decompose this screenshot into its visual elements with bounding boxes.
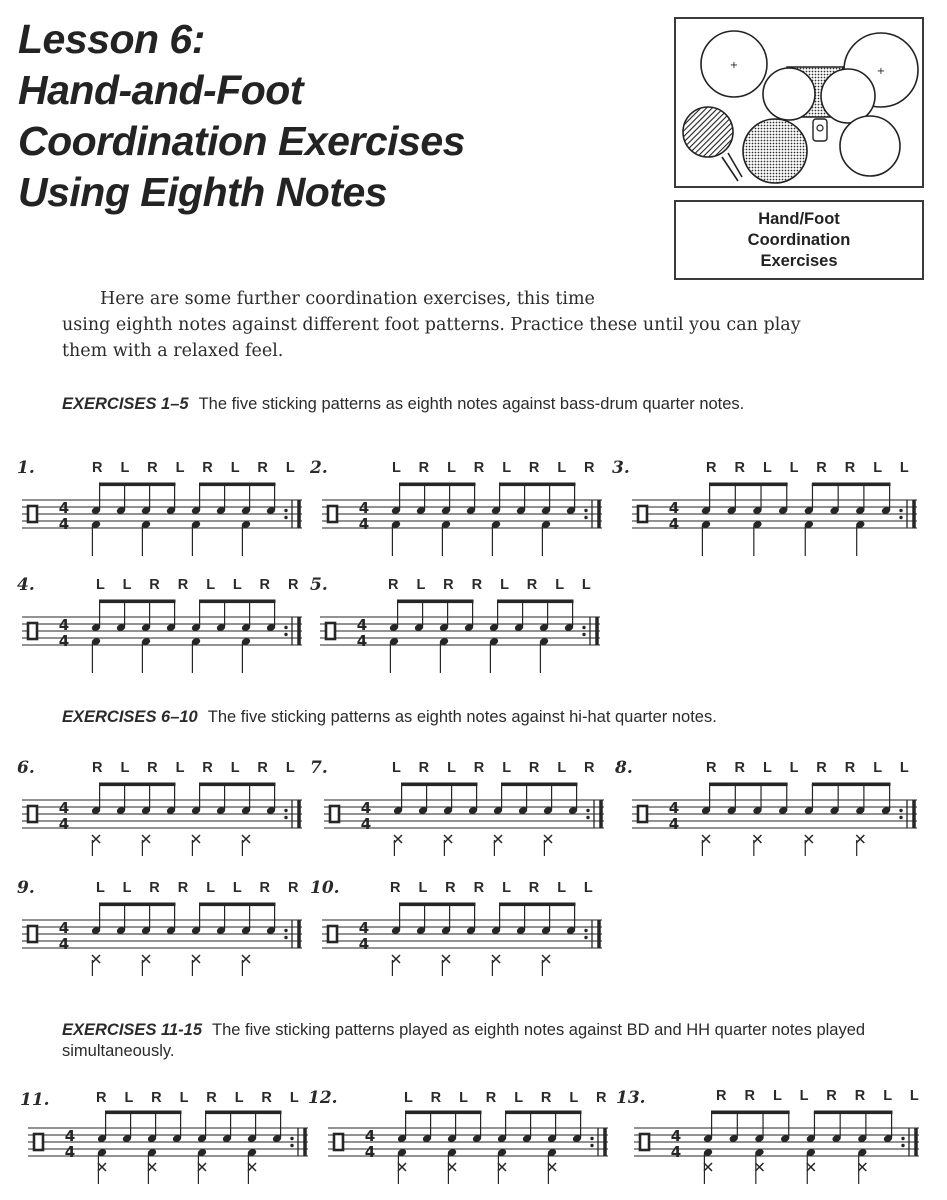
svg-text:+: + [729, 60, 739, 71]
section-text: The five sticking patterns as eighth notes against bass-drum quarter notes. [198, 395, 745, 413]
hand-foot-label-box [674, 200, 924, 280]
exercise-staff [20, 898, 305, 988]
exercise-number: 10. [310, 878, 340, 898]
beam [99, 783, 176, 787]
repeat-dot [584, 516, 587, 519]
exercise-staff [20, 478, 305, 568]
exercise-number: 4. [17, 575, 35, 595]
time-signature-bottom: 4 [356, 632, 368, 650]
time-signature-bottom: 4 [668, 515, 680, 533]
sticking-pattern: R R L L R R L L [706, 460, 916, 476]
percussion-clef [328, 506, 337, 522]
time-signature-bottom: 4 [358, 935, 370, 953]
exercise-staff [20, 778, 305, 868]
title-line: Coordination Exercises [18, 118, 465, 164]
exercise-number: 6. [17, 758, 35, 778]
exercise-staff [320, 898, 605, 988]
section-heading-11-15 [62, 1020, 902, 1062]
exercise-number: 9. [17, 878, 35, 898]
time-signature-bottom: 4 [364, 1143, 376, 1161]
beam [501, 783, 578, 787]
title-line: Using Eighth Notes [18, 169, 388, 215]
time-signature-top: 4 [356, 616, 368, 634]
percussion-clef [34, 1134, 43, 1150]
beam [199, 903, 276, 907]
time-signature-bottom: 4 [58, 935, 70, 953]
time-signature-top: 4 [58, 616, 70, 634]
exercise-number: 8. [615, 758, 633, 778]
sticking-pattern: R L R L R L R L [92, 460, 302, 476]
repeat-dot [899, 809, 902, 812]
time-signature-top: 4 [58, 919, 70, 937]
intro-line: them with a relaxed feel. [62, 341, 284, 361]
repeat-dot [901, 1144, 904, 1147]
time-signature-bottom: 4 [58, 515, 70, 533]
repeat-dot [284, 936, 287, 939]
sticking-pattern: R L R R L R L L [388, 577, 598, 593]
sticking-pattern: L R L R L R L R [392, 760, 602, 776]
percussion-clef [326, 623, 335, 639]
drum-kit-diagram [674, 17, 924, 188]
percussion-clef [334, 1134, 343, 1150]
repeat-dot [284, 509, 287, 512]
exercise-staff [20, 595, 305, 685]
beam [812, 483, 891, 487]
percussion-clef [638, 506, 647, 522]
time-signature-top: 4 [668, 799, 680, 817]
time-signature-top: 4 [64, 1127, 76, 1145]
exercise-staff [26, 1106, 311, 1196]
repeat-dot [584, 509, 587, 512]
time-signature-top: 4 [358, 919, 370, 937]
beam [405, 1111, 482, 1115]
sticking-pattern: R L R R L R L L [390, 880, 600, 896]
beam [199, 600, 276, 604]
exercise-number: 7. [310, 758, 328, 778]
exercise-number: 11. [20, 1090, 50, 1110]
time-signature-top: 4 [364, 1127, 376, 1145]
sticking-pattern: R R L L R R L L [706, 760, 916, 776]
repeat-dot [284, 516, 287, 519]
repeat-dot [586, 809, 589, 812]
beam [99, 483, 176, 487]
beam [709, 483, 788, 487]
time-signature-bottom: 4 [670, 1143, 682, 1161]
title-line: Hand-and-Foot [18, 67, 303, 113]
exercise-number: 1. [17, 458, 35, 478]
repeat-dot [284, 633, 287, 636]
repeat-dot [584, 936, 587, 939]
beam [399, 903, 476, 907]
repeat-dot [899, 509, 902, 512]
exercise-number: 3. [612, 458, 630, 478]
repeat-dot [901, 1137, 904, 1140]
beam [499, 903, 576, 907]
section-heading-6-10 [62, 707, 922, 728]
time-signature-bottom: 4 [58, 632, 70, 650]
repeat-dot [586, 816, 589, 819]
beam [497, 600, 574, 604]
exercise-number: 5. [310, 575, 328, 595]
percussion-clef [28, 623, 37, 639]
time-signature-top: 4 [670, 1127, 682, 1145]
repeat-dot [284, 929, 287, 932]
sticking-pattern: L R L R L R L R [404, 1090, 614, 1106]
percussion-clef [638, 806, 647, 822]
intro-line: using eighth notes against different foot patterns. Practice these until you can play [62, 315, 801, 335]
section-label: EXERCISES 11-15 [62, 1021, 203, 1039]
time-signature-bottom: 4 [360, 815, 372, 833]
section-label: EXERCISES 6–10 [62, 708, 198, 726]
beam [814, 1111, 893, 1115]
exercise-staff [630, 478, 920, 568]
time-signature-bottom: 4 [58, 815, 70, 833]
time-signature-bottom: 4 [64, 1143, 76, 1161]
intro-paragraph [62, 286, 902, 364]
repeat-dot [899, 516, 902, 519]
exercise-staff [318, 595, 603, 685]
percussion-clef [28, 806, 37, 822]
beam [99, 903, 176, 907]
beam [505, 1111, 582, 1115]
sticking-pattern: L L R R L L R R [96, 577, 306, 593]
time-signature-top: 4 [668, 499, 680, 517]
beam [397, 600, 474, 604]
sticking-pattern: L R L R L R L R [392, 460, 602, 476]
percussion-clef [28, 506, 37, 522]
beam [812, 783, 891, 787]
sticking-pattern: R L R L R L R L [96, 1090, 306, 1106]
sticking-pattern: L L R R L L R R [96, 880, 306, 896]
drum-kit-icon [676, 19, 922, 186]
intro-line: Here are some further coordination exercises, this time [100, 289, 595, 309]
repeat-dot [590, 1144, 593, 1147]
time-signature-top: 4 [358, 499, 370, 517]
repeat-dot [584, 929, 587, 932]
percussion-clef [28, 926, 37, 942]
beam [99, 600, 176, 604]
repeat-dot [590, 1137, 593, 1140]
beam [709, 783, 788, 787]
section-text: The five sticking patterns played as eighth notes against BD and HH quarter notes played simultaneously. [62, 1021, 866, 1060]
repeat-dot [582, 633, 585, 636]
repeat-dot [284, 626, 287, 629]
beam [205, 1111, 282, 1115]
repeat-dot [290, 1144, 293, 1147]
repeat-dot [290, 1137, 293, 1140]
beam [105, 1111, 182, 1115]
percussion-clef [328, 926, 337, 942]
sticking-pattern: R R L L R R L L [716, 1088, 926, 1104]
percussion-clef [640, 1134, 649, 1150]
beam [399, 483, 476, 487]
section-label: EXERCISES 1–5 [62, 395, 189, 413]
time-signature-bottom: 4 [668, 815, 680, 833]
title-line: Lesson 6: [18, 16, 205, 62]
repeat-dot [899, 816, 902, 819]
time-signature-top: 4 [360, 799, 372, 817]
beam [199, 783, 276, 787]
box-label: Hand/Foot Coordination Exercises [747, 209, 851, 270]
exercise-staff [632, 1106, 922, 1196]
exercise-staff [320, 478, 605, 568]
exercise-number: 12. [308, 1088, 338, 1108]
exercise-staff [322, 778, 607, 868]
svg-text:+: + [876, 66, 886, 77]
exercise-staff [630, 778, 920, 868]
beam [199, 483, 276, 487]
time-signature-top: 4 [58, 799, 70, 817]
beam [711, 1111, 790, 1115]
repeat-dot [284, 809, 287, 812]
beam [499, 483, 576, 487]
lesson-title [18, 14, 465, 218]
exercise-staff [326, 1106, 611, 1196]
exercise-number: 13. [616, 1088, 646, 1108]
time-signature-top: 4 [58, 499, 70, 517]
section-text: The five sticking patterns as eighth notes against hi-hat quarter notes. [207, 708, 717, 726]
repeat-dot [582, 626, 585, 629]
beam [401, 783, 478, 787]
percussion-clef [330, 806, 339, 822]
section-heading-1-5 [62, 394, 902, 415]
sticking-pattern: R L R L R L R L [92, 760, 302, 776]
time-signature-bottom: 4 [358, 515, 370, 533]
exercise-number: 2. [310, 458, 328, 478]
repeat-dot [284, 816, 287, 819]
